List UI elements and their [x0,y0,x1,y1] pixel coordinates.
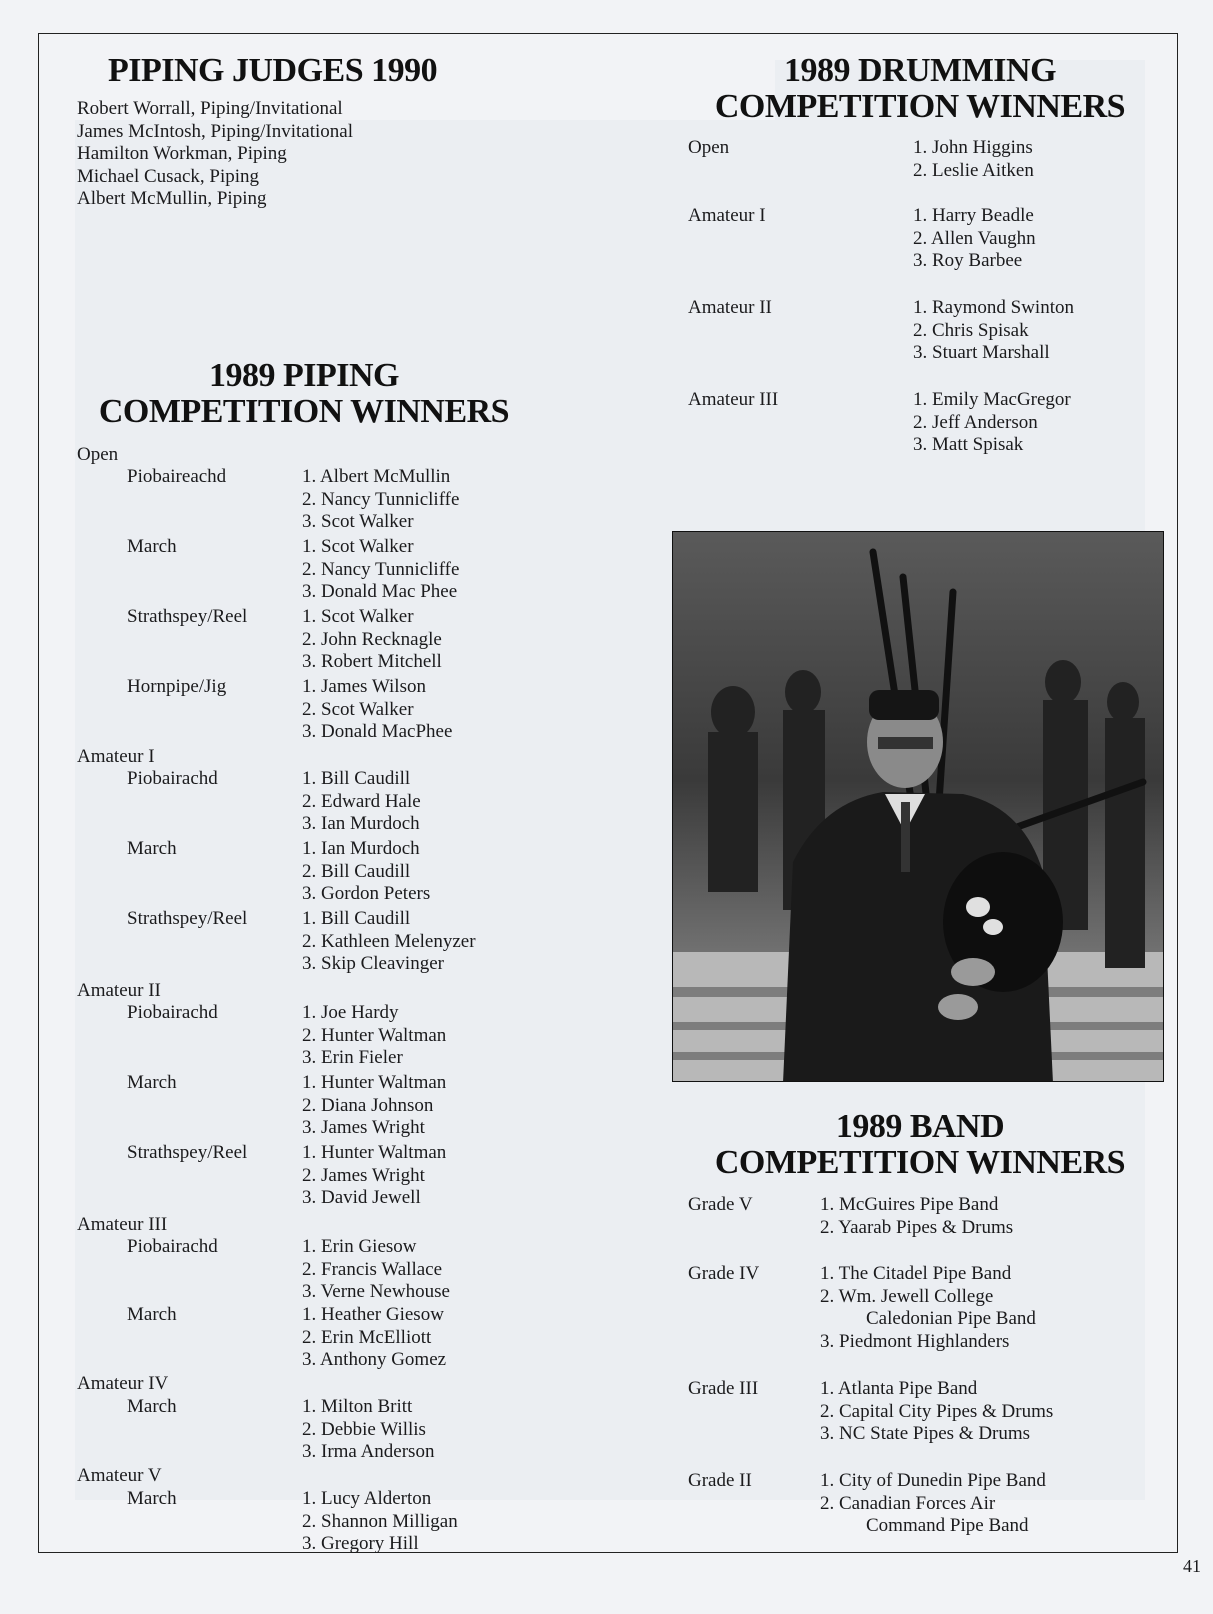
winner-entry: 3. Donald Mac Phee [302,581,458,602]
piping-winners [302,1236,450,1304]
winner-entry: 3. Erin Fieler [302,1047,403,1068]
piping-event-label: March [127,536,177,557]
winner-entry: Caledonian Pipe Band [866,1308,1036,1329]
judges-list [77,98,353,211]
winner-entry: 2. Edward Hale [302,790,421,812]
drumming-winners [913,297,1074,365]
drumming-class-label: Amateur III [688,389,779,410]
piping-event-label: Strathspey/Reel [127,1142,248,1163]
piping-winners [302,838,430,906]
piping-event-label: Hornpipe/Jig [127,676,227,697]
winner-entry: 3. Skip Cleavinger [302,953,444,974]
winner-entry: 1. Scot Walker [302,536,414,557]
page-number: 41 [1183,1556,1201,1576]
drumming-title-line2: COMPETITION WINNERS [714,88,1126,125]
winner-entry: 1. Albert McMullin [302,466,451,487]
drumming-winners [913,137,1034,182]
winner-entry: 2. Shannon Milligan [302,1510,458,1532]
piping-winners [302,676,452,744]
winner-entry: 3. Gordon Peters [302,883,431,904]
winner-entry: 2. Chris Spisak [913,319,1029,341]
winner-entry: 1. Raymond Swinton [913,297,1074,318]
winner-entry: 1. Scot Walker [302,606,414,627]
winner-entry: 2. Jeff Anderson [913,411,1038,433]
winner-entry: 1. James Wilson [302,676,426,697]
drumming-class-label: Amateur I [688,205,766,226]
piping-event-label: March [127,1396,177,1417]
band-winners [820,1194,1013,1239]
band-grade-label: Grade IV [688,1263,760,1284]
piper-photo-illustration [673,532,1164,1082]
winner-entry: 3. James Wright [302,1117,425,1138]
winner-entry: 2. Capital City Pipes & Drums [820,1400,1054,1422]
piping-event-label: Strathspey/Reel [127,606,248,627]
winner-entry: 2. Scot Walker [302,698,414,720]
piping-event-label: Piobairachd [127,1236,218,1257]
winner-entry: 2. John Recknagle [302,628,442,650]
piping-class-label: Amateur V [77,1465,162,1486]
band-title-line2: COMPETITION WINNERS [714,1144,1126,1181]
piping-winners [302,1002,446,1070]
winner-entry: 1. Bill Caudill [302,768,411,789]
drumming-winners [913,205,1036,273]
piping-class-label: Amateur II [77,980,161,1001]
winner-entry: 2. Allen Vaughn [913,227,1036,249]
winner-entry: 3. Robert Mitchell [302,651,442,672]
winner-entry: 1. Harry Beadle [913,205,1034,226]
piping-class-label: Amateur III [77,1214,168,1235]
piping-event-label: Strathspey/Reel [127,908,248,929]
judges-title: PIPING JUDGES 1990 [108,52,438,89]
winner-entry: 3. Verne Newhouse [302,1281,450,1302]
winner-entry: 1. Atlanta Pipe Band [820,1378,978,1399]
winner-entry: 3. NC State Pipes & Drums [820,1423,1031,1444]
winner-entry: 1. Hunter Waltman [302,1072,447,1093]
judge-line: Robert Worrall, Piping/Invitational [77,98,343,119]
band-winners [820,1263,1036,1353]
winner-entry: 1. Emily MacGregor [913,389,1071,410]
winner-entry: 1. McGuires Pipe Band [820,1194,999,1215]
winner-entry: 2. James Wright [302,1164,425,1186]
band-winners [820,1378,1053,1446]
piping-event-label: March [127,1072,177,1093]
piping-event-label: Piobairachd [127,1002,218,1023]
piping-event-label: March [127,1488,177,1509]
winner-entry: 2. Debbie Willis [302,1418,426,1440]
drumming-title-line1: 1989 DRUMMING [783,52,1057,89]
winner-entry: 2. Bill Caudill [302,860,411,882]
piping-winners [302,606,442,674]
piper-photo [672,531,1164,1082]
winner-entry: 1. Lucy Alderton [302,1488,432,1509]
judge-line: Hamilton Workman, Piping [77,143,287,164]
winner-entry: 2. Nancy Tunnicliffe [302,558,460,580]
winner-entry: 1. Ian Murdoch [302,838,420,859]
piping-class-label: Amateur IV [77,1373,169,1394]
drumming-winners [913,389,1071,457]
winner-entry: 3. Scot Walker [302,511,414,532]
winner-entry: 2. Kathleen Melenyzer [302,930,476,952]
piping-winners [302,1304,446,1372]
winner-entry: 1. Milton Britt [302,1396,413,1417]
piping-event-label: Piobairachd [127,768,218,789]
winner-entry: 2. Canadian Forces Air [820,1492,996,1514]
piping-winners [302,1396,434,1464]
piping-title-line2: COMPETITION WINNERS [98,393,510,430]
drumming-class-label: Amateur II [688,297,772,318]
winner-entry: 3. Piedmont Highlanders [820,1330,1010,1352]
winner-entry: 3. Irma Anderson [302,1441,435,1462]
piping-winners [302,536,459,604]
winner-entry: 3. Donald MacPhee [302,721,453,742]
winner-entry: 2. Hunter Waltman [302,1024,447,1046]
judge-line: James McIntosh, Piping/Invitational [77,120,354,142]
piping-winners [302,1488,458,1556]
winner-entry: 1. Erin Giesow [302,1236,417,1257]
piping-class-label: Amateur I [77,746,155,767]
band-grade-label: Grade III [688,1378,759,1399]
winner-entry: Command Pipe Band [866,1515,1029,1536]
winner-entry: 2. Erin McElliott [302,1326,432,1348]
drumming-class-label: Open [688,137,730,158]
judge-line: Albert McMullin, Piping [77,188,267,209]
winner-entry: 1. Bill Caudill [302,908,411,929]
winner-entry: 1. City of Dunedin Pipe Band [820,1470,1046,1491]
winner-entry: 2. Yaarab Pipes & Drums [820,1216,1014,1238]
winner-entry: 3. Gregory Hill [302,1533,419,1554]
band-winners [820,1470,1046,1538]
winner-entry: 1. The Citadel Pipe Band [820,1263,1012,1284]
piping-winners [302,908,476,976]
winner-entry: 1. Hunter Waltman [302,1142,447,1163]
winner-entry: 3. Anthony Gomez [302,1349,447,1370]
piping-event-label: March [127,1304,177,1325]
winner-entry: 2. Nancy Tunnicliffe [302,488,460,510]
piping-class-label: Open [77,444,119,465]
piping-winners [302,1142,446,1210]
piping-event-label: Piobaireachd [127,466,227,487]
piping-title-line1: 1989 PIPING [209,357,399,394]
winner-entry: 1. Joe Hardy [302,1002,399,1023]
piping-winners [302,768,421,836]
band-grade-label: Grade II [688,1470,752,1491]
winner-entry: 3. David Jewell [302,1187,421,1208]
winner-entry: 2. Francis Wallace [302,1258,443,1280]
winner-entry: 1. John Higgins [913,137,1033,158]
winner-entry: 3. Matt Spisak [913,434,1024,455]
winner-entry: 2. Wm. Jewell College [820,1285,994,1307]
winner-entry: 3. Roy Barbee [913,250,1023,271]
judge-line: Michael Cusack, Piping [77,165,260,187]
band-grade-label: Grade V [688,1194,753,1215]
winner-entry: 1. Heather Giesow [302,1304,444,1325]
winner-entry: 2. Diana Johnson [302,1094,434,1116]
piping-winners [302,466,459,534]
winner-entry: 3. Ian Murdoch [302,813,420,834]
band-title-line1: 1989 BAND [835,1108,1005,1145]
piping-event-label: March [127,838,177,859]
winner-entry: 2. Leslie Aitken [913,159,1034,181]
winner-entry: 3. Stuart Marshall [913,342,1050,363]
piping-winners [302,1072,446,1140]
